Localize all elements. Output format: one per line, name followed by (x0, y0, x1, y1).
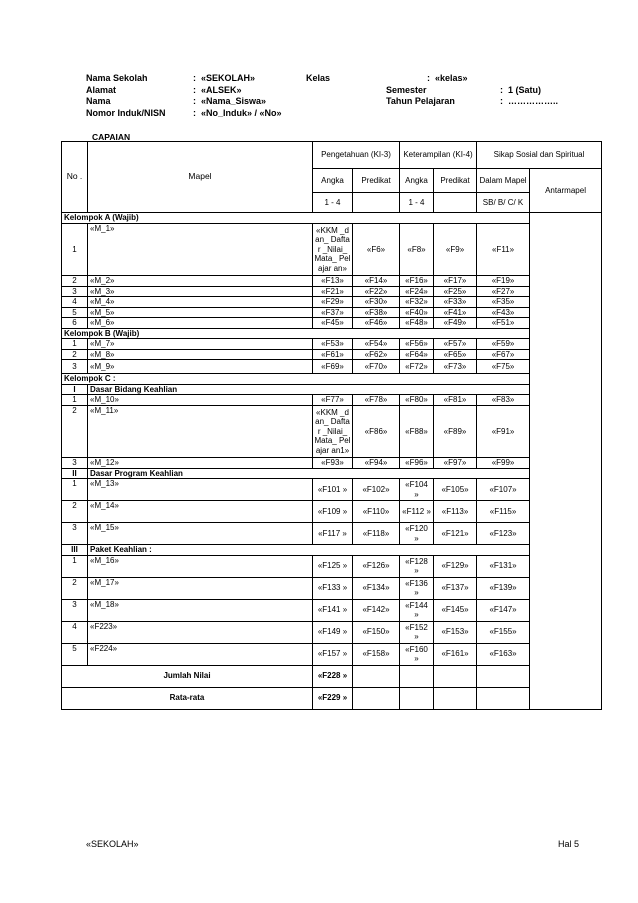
cell-no: 2 (62, 405, 88, 458)
label-name: Nama (86, 96, 111, 106)
cell-kkm: «KKM _dan_ Daftar _Nilai_ Mata_ Pelajar an1» (313, 405, 353, 458)
table-row (62, 307, 602, 318)
cell-mapel: «M_5» (88, 307, 313, 318)
cell-value: «F112 » (400, 501, 434, 523)
subgroup-row (62, 384, 602, 395)
cell-mapel: «M_16» (88, 555, 313, 577)
cell-value: «F126» (353, 555, 400, 577)
cell-value: «F6» (353, 223, 400, 276)
cell-value: «F35» (477, 297, 530, 308)
table-row (62, 479, 602, 501)
cell-value: «F69» (313, 360, 353, 374)
cell-value: «F73» (434, 360, 477, 374)
cell-value: «F86» (353, 405, 400, 458)
label-school-name: Nama Sekolah (86, 73, 148, 83)
header-pengetahuan: Pengetahuan (KI-3) (313, 142, 400, 169)
cell-value: «F101 » (313, 479, 353, 501)
cell-value: «F72» (400, 360, 434, 374)
cell-value: «F48» (400, 318, 434, 329)
cell-value: «F110» (353, 501, 400, 523)
table-row (62, 395, 602, 406)
cell-value: «F141 » (313, 599, 353, 621)
cell-value: «F131» (477, 555, 530, 577)
subgroup-label: Paket Keahlian : (88, 545, 530, 556)
cell-value: «F17» (434, 276, 477, 287)
cell-value: «F109 » (313, 501, 353, 523)
table-header-row (62, 142, 602, 169)
cell-no: 1 (62, 339, 88, 350)
table-row (62, 223, 602, 276)
cell-value: «F14» (353, 276, 400, 287)
cell-value: «F81» (434, 395, 477, 406)
cell-value: «F88» (400, 405, 434, 458)
cell-value: «F121» (434, 523, 477, 545)
colon: : (193, 84, 196, 95)
cell-mapel: «M_9» (88, 360, 313, 374)
cell-value: «F67» (477, 349, 530, 360)
label-nisn: Nomor Induk/NISN (86, 107, 166, 118)
cell-kkm: «KKM _dan_ Daftar _Nilai_ Mata_ Pelajar an» (313, 223, 353, 276)
table-row (62, 297, 602, 308)
table-row (62, 339, 602, 350)
cell-no: 4 (62, 621, 88, 643)
cell-value: «F118» (353, 523, 400, 545)
cell-no: 2 (62, 501, 88, 523)
cell-value: «F105» (434, 479, 477, 501)
header-predikat: Predikat (434, 169, 477, 193)
subgroup-row (62, 545, 602, 556)
cell-mapel: «M_14» (88, 501, 313, 523)
cell-mapel: «M_8» (88, 349, 313, 360)
cell-value: «F137» (434, 577, 477, 599)
cell-value: «F107» (477, 479, 530, 501)
empty-cell (353, 193, 400, 213)
label-school-year: Tahun Pelajaran (386, 96, 455, 106)
colon: : (427, 73, 430, 83)
cell-mapel: «M_13» (88, 479, 313, 501)
cell-value: «F22» (353, 286, 400, 297)
cell-mapel: «M_18» (88, 599, 313, 621)
table-row (62, 276, 602, 287)
cell-value: «F134» (353, 577, 400, 599)
cell-mapel: «M_17» (88, 577, 313, 599)
cell-value: «F93» (313, 458, 353, 469)
colon: : (193, 96, 196, 106)
cell-value: «F125 » (313, 555, 353, 577)
total-label: Jumlah Nilai (62, 665, 313, 687)
cell-value: «F53» (313, 339, 353, 350)
cell-value: «F16» (400, 276, 434, 287)
cell-value: «F157 » (313, 643, 353, 665)
cell-no: 3 (62, 523, 88, 545)
empty-cell (434, 687, 477, 709)
cell-no: 3 (62, 599, 88, 621)
subgroup-no: I (62, 384, 88, 395)
empty-cell (353, 687, 400, 709)
subgroup-no: III (62, 545, 88, 556)
section-title-capaian: CAPAIAN (92, 132, 131, 142)
table-row (62, 360, 602, 374)
cell-value: «F21» (313, 286, 353, 297)
value-nisn: «No_Induk» / «No» (201, 107, 282, 118)
cell-value: «F64» (400, 349, 434, 360)
header-sikap: Sikap Sosial dan Spiritual (477, 142, 602, 169)
subgroup-label: Dasar Bidang Keahlian (88, 384, 530, 395)
header-keterampilan: Keterampilan (KI-4) (400, 142, 477, 169)
cell-value: «F37» (313, 307, 353, 318)
group-label-a: Kelompok A (Wajib) (62, 213, 530, 224)
subgroup-row (62, 468, 602, 479)
cell-mapel: «M_7» (88, 339, 313, 350)
cell-no: 1 (62, 555, 88, 577)
header-angka: Angka (400, 169, 434, 193)
table-row (62, 555, 602, 577)
cell-mapel: «M_12» (88, 458, 313, 469)
group-label-c: Kelompok C : (62, 374, 530, 385)
group-row-c (62, 374, 602, 385)
table-row (62, 405, 602, 458)
cell-value: «F9» (434, 223, 477, 276)
cell-value: «F145» (434, 599, 477, 621)
header-mapel: Mapel (88, 142, 313, 213)
cell-value: «F49» (434, 318, 477, 329)
cell-value: «F8» (400, 223, 434, 276)
cell-value: «F144 » (400, 599, 434, 621)
cell-value: «F96» (400, 458, 434, 469)
cell-mapel: «M_2» (88, 276, 313, 287)
value-class: «kelas» (435, 73, 468, 83)
empty-cell (400, 687, 434, 709)
value-school-name: «SEKOLAH» (201, 73, 256, 83)
cell-value: «F56» (400, 339, 434, 350)
footer-page-number: Hal 5 (558, 839, 580, 849)
cell-value: «F43» (477, 307, 530, 318)
group-row-b (62, 328, 602, 339)
cell-value: «F149 » (313, 621, 353, 643)
cell-value: «F70» (353, 360, 400, 374)
cell-value: «F40» (400, 307, 434, 318)
cell-value: «F153» (434, 621, 477, 643)
cell-value: «F27» (477, 286, 530, 297)
cell-no: 3 (62, 458, 88, 469)
average-value: «F229 » (313, 687, 353, 709)
cell-value: «F155» (477, 621, 530, 643)
subgroup-no: II (62, 468, 88, 479)
header-angka: Angka (313, 169, 353, 193)
table-row (62, 501, 602, 523)
cell-value: «F136 » (400, 577, 434, 599)
value-semester: 1 (Satu) (508, 84, 542, 95)
table-row (62, 577, 602, 599)
cell-value: «F91» (477, 405, 530, 458)
cell-no: 2 (62, 349, 88, 360)
cell-value: «F38» (353, 307, 400, 318)
empty-cell (434, 665, 477, 687)
cell-value: «F142» (353, 599, 400, 621)
empty-cell (400, 665, 434, 687)
cell-value: «F78» (353, 395, 400, 406)
cell-value: «F59» (477, 339, 530, 350)
cell-value: «F129» (434, 555, 477, 577)
table-row (62, 286, 602, 297)
cell-mapel: «M_11» (88, 405, 313, 458)
range-pengetahuan: 1 - 4 (313, 193, 353, 213)
cell-mapel: «M_6» (88, 318, 313, 329)
cell-no: 3 (62, 360, 88, 374)
footer-school: «SEKOLAH» (86, 839, 139, 849)
empty-cell (434, 193, 477, 213)
header-dalam-mapel: Dalam Mapel (477, 169, 530, 193)
cell-no: 2 (62, 577, 88, 599)
cell-no: 6 (62, 318, 88, 329)
cell-value: «F54» (353, 339, 400, 350)
colon: : (193, 73, 196, 83)
cell-mapel: «M_15» (88, 523, 313, 545)
label-class: Kelas (306, 73, 331, 83)
cell-value: «F51» (477, 318, 530, 329)
cell-value: «F25» (434, 286, 477, 297)
total-value: «F228 » (313, 665, 353, 687)
cell-value: «F19» (477, 276, 530, 287)
cell-value: «F97» (434, 458, 477, 469)
cell-value: «F33» (434, 297, 477, 308)
cell-value: «F41» (434, 307, 477, 318)
cell-value: «F150» (353, 621, 400, 643)
cell-value: «F30» (353, 297, 400, 308)
cell-mapel: «M_4» (88, 297, 313, 308)
cell-no: 4 (62, 297, 88, 308)
table-row (62, 621, 602, 643)
grades-table (61, 141, 602, 710)
cell-value: «F83» (477, 395, 530, 406)
empty-cell (477, 665, 530, 687)
cell-value: «F117 » (313, 523, 353, 545)
cell-no: 1 (62, 223, 88, 276)
value-school-year: …………….. (508, 96, 559, 106)
cell-value: «F99» (477, 458, 530, 469)
cell-value: «F160 » (400, 643, 434, 665)
table-row (62, 599, 602, 621)
cell-value: «F62» (353, 349, 400, 360)
cell-value: «F11» (477, 223, 530, 276)
cell-value: «F115» (477, 501, 530, 523)
cell-value: «F13» (313, 276, 353, 287)
cell-value: «F75» (477, 360, 530, 374)
header-predikat: Predikat (353, 169, 400, 193)
cell-value: «F24» (400, 286, 434, 297)
group-label-b: Kelompok B (Wajib) (62, 328, 530, 339)
cell-value: «F77» (313, 395, 353, 406)
cell-value: «F102» (353, 479, 400, 501)
cell-value: «F32» (400, 297, 434, 308)
label-semester: Semester (386, 84, 427, 95)
cell-value: «F161» (434, 643, 477, 665)
antarmapel-cell (530, 213, 602, 710)
colon: : (500, 84, 503, 95)
value-address: «ALSEK» (201, 84, 242, 95)
range-keterampilan: 1 - 4 (400, 193, 434, 213)
cell-value: «F89» (434, 405, 477, 458)
table-row (62, 458, 602, 469)
table-row (62, 349, 602, 360)
cell-value: «F139» (477, 577, 530, 599)
total-row (62, 665, 602, 687)
colon: : (500, 96, 503, 106)
cell-no: 1 (62, 395, 88, 406)
group-row-a (62, 213, 602, 224)
value-name: «Nama_Siswa» (201, 96, 267, 106)
cell-value: «F133 » (313, 577, 353, 599)
header-no: No . (62, 142, 88, 213)
cell-mapel: «F223» (88, 621, 313, 643)
subgroup-label: Dasar Program Keahlian (88, 468, 530, 479)
cell-value: «F163» (477, 643, 530, 665)
cell-value: «F147» (477, 599, 530, 621)
label-address: Alamat (86, 84, 117, 95)
cell-value: «F104 » (400, 479, 434, 501)
average-label: Rata-rata (62, 687, 313, 709)
cell-no: 5 (62, 307, 88, 318)
cell-value: «F57» (434, 339, 477, 350)
cell-value: «F80» (400, 395, 434, 406)
cell-value: «F45» (313, 318, 353, 329)
table-row (62, 523, 602, 545)
cell-value: «F158» (353, 643, 400, 665)
cell-mapel: «M_3» (88, 286, 313, 297)
cell-mapel: «M_1» (88, 223, 313, 276)
cell-value: «F123» (477, 523, 530, 545)
cell-value: «F46» (353, 318, 400, 329)
cell-value: «F152 » (400, 621, 434, 643)
cell-no: 2 (62, 276, 88, 287)
cell-value: «F61» (313, 349, 353, 360)
cell-value: «F94» (353, 458, 400, 469)
cell-mapel: «F224» (88, 643, 313, 665)
cell-no: 1 (62, 479, 88, 501)
table-row (62, 318, 602, 329)
header-antarmapel: Antarmapel (530, 169, 602, 213)
cell-value: «F120 » (400, 523, 434, 545)
empty-cell (477, 687, 530, 709)
cell-no: 5 (62, 643, 88, 665)
cell-value: «F65» (434, 349, 477, 360)
cell-no: 3 (62, 286, 88, 297)
average-row (62, 687, 602, 709)
table-row (62, 643, 602, 665)
cell-value: «F29» (313, 297, 353, 308)
empty-cell (353, 665, 400, 687)
cell-value: «F113» (434, 501, 477, 523)
colon: : (193, 107, 196, 118)
cell-mapel: «M_10» (88, 395, 313, 406)
cell-value: «F128 » (400, 555, 434, 577)
range-sikap: SB/ B/ C/ K (477, 193, 530, 213)
